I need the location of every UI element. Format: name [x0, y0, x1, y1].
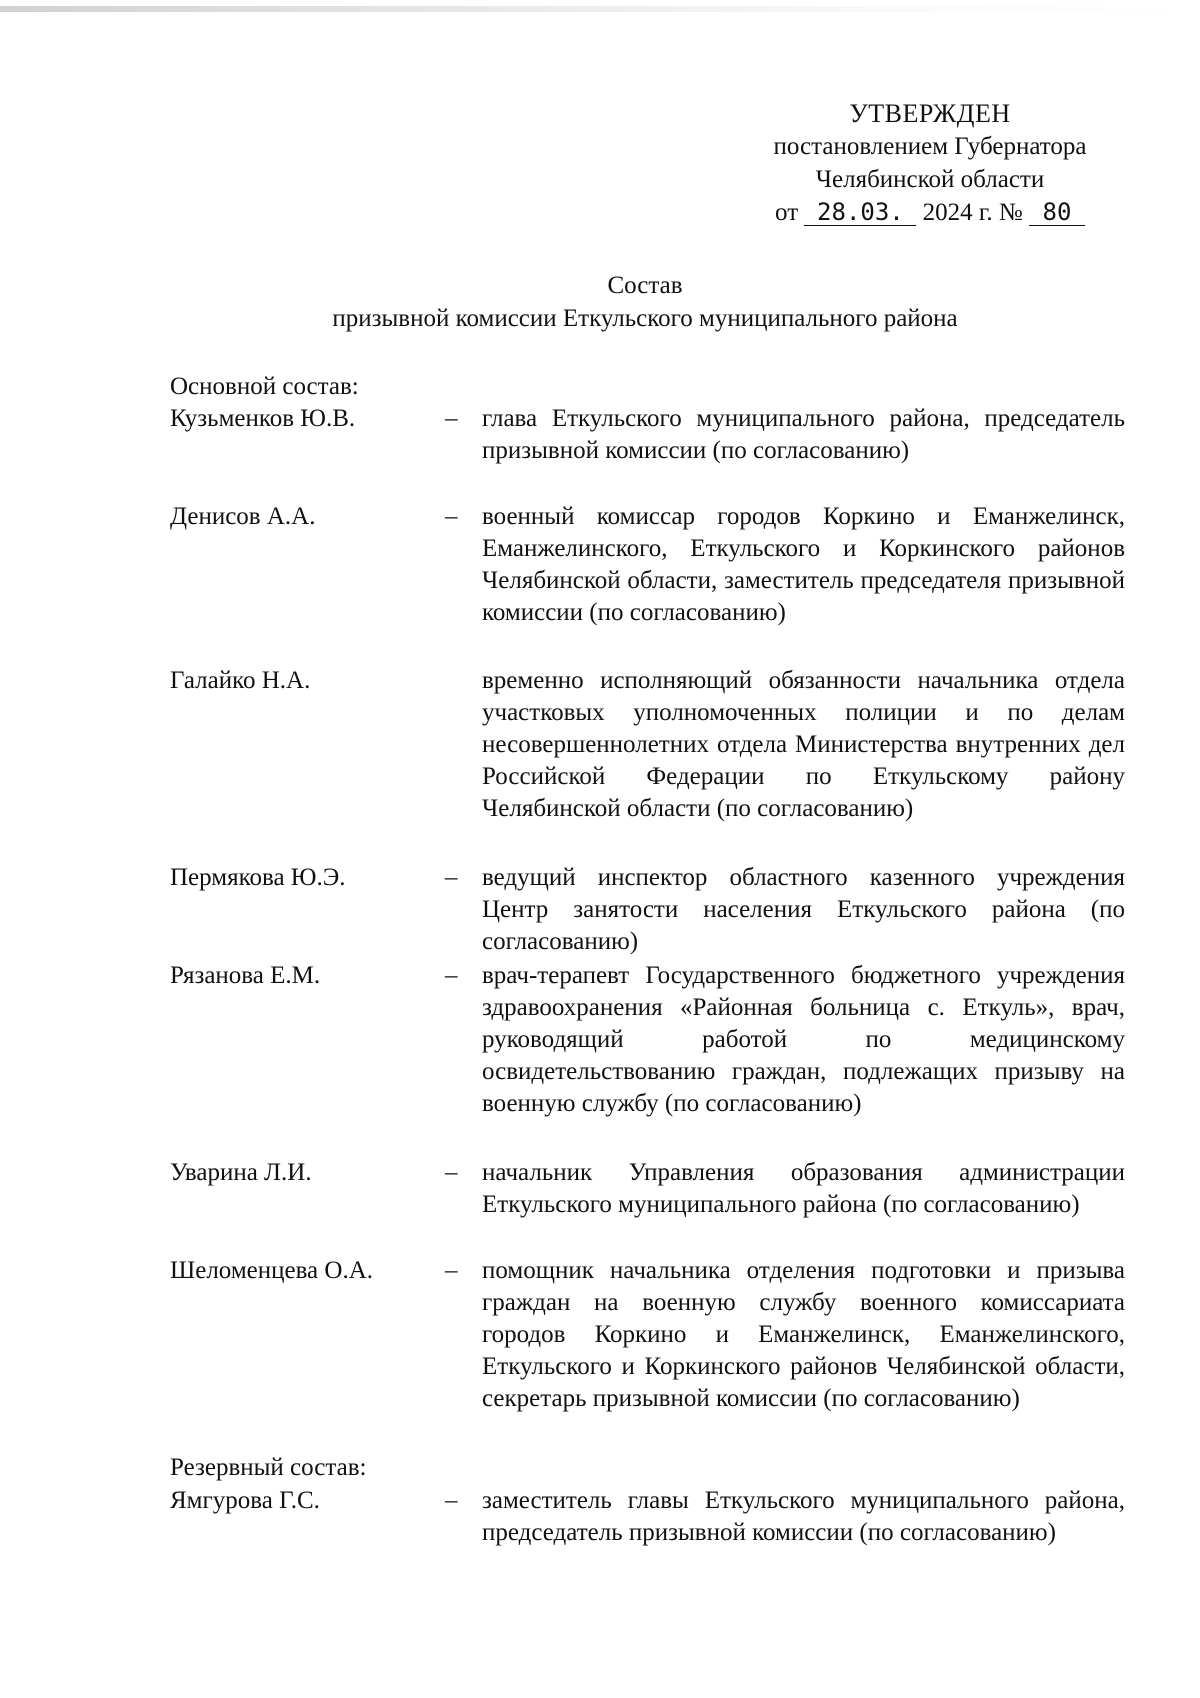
reserve-section-label: Резервный состав:: [170, 1454, 367, 1481]
member-name: Денисов А.А.: [170, 503, 316, 530]
member-position: военный комиссар городов Коркино и Еманжелинск, Еманжелинского, Еткульского и Коркинского районов Челябинской области, заместитель председателя призывной комиссии (по согласованию): [482, 503, 1125, 626]
member-name: Рязанова Е.М.: [170, 962, 321, 989]
member-name: Уварина Л.И.: [170, 1159, 312, 1186]
member-position: временно исполняющий обязанности начальника отдела участковых уполномоченных полиции и по делам несовершеннолетних отдела Министерства внутренних дел Российской Федерации по Еткульскому району Челябинской области (по согласованию): [482, 667, 1125, 822]
document-title: Состав: [607, 272, 683, 299]
scan-edge-artifact: [0, 6, 1200, 12]
member-position: помощник начальника отделения подготовки и призыва граждан на военную службу военного комиссариата городов Коркино и Еманжелинск, Еманжелинского, Еткульского и Коркинского районов Челябинской области, секретарь призывной комиссии (по согласованию): [482, 1257, 1125, 1412]
member-position: ведущий инспектор областного казенного учреждения Центр занятости населения Еткульского района (по согласованию): [482, 864, 1125, 955]
approval-stamp-block: [740, 98, 1120, 230]
member-position: заместитель главы Еткульского муниципального района, председатель призывной комиссии (по согласованию): [482, 1487, 1125, 1546]
member-name: Галайко Н.А.: [170, 667, 311, 694]
member-name: Шеломенцева О.А.: [170, 1257, 374, 1284]
date-prefix: от: [775, 199, 799, 226]
approval-line-region: Челябинской области: [815, 166, 1045, 193]
member-name: Кузьменков Ю.В.: [170, 405, 356, 432]
member-position: глава Еткульского муниципального района, председатель призывной комиссии (по согласованию): [482, 405, 1125, 464]
approval-date: 28.03.: [804, 199, 916, 226]
approval-number: 80: [1029, 199, 1085, 226]
member-dash: –: [445, 1159, 458, 1186]
member-position: врач-терапевт Государственного бюджетного учреждения здравоохранения «Районная больница с. Еткуль», врач, руководящий работой по медицинскому освидетельствованию граждан, подлежащих призыву на военную службу (по согласованию): [482, 962, 1125, 1117]
member-name: Ямгурова Г.С.: [170, 1487, 320, 1514]
approval-line-resolution: постановлением Губернатора: [773, 133, 1087, 160]
approved-heading: УТВЕРЖДЕН: [849, 99, 1011, 128]
member-dash: –: [445, 864, 458, 891]
member-name: Пермякова Ю.Э.: [170, 864, 346, 891]
approval-year: 2024 г. №: [922, 199, 1023, 226]
member-dash: –: [445, 1487, 458, 1514]
main-section-label: Основной состав:: [170, 373, 359, 400]
member-dash: –: [445, 1257, 458, 1284]
member-dash: –: [445, 503, 458, 530]
approval-date-line: [740, 197, 1120, 230]
member-position: начальник Управления образования администрации Еткульского муниципального района (по согласованию): [482, 1159, 1125, 1218]
document-subtitle: призывной комиссии Еткульского муниципального района: [332, 305, 958, 332]
member-dash: –: [445, 962, 458, 989]
member-dash: –: [445, 405, 458, 432]
